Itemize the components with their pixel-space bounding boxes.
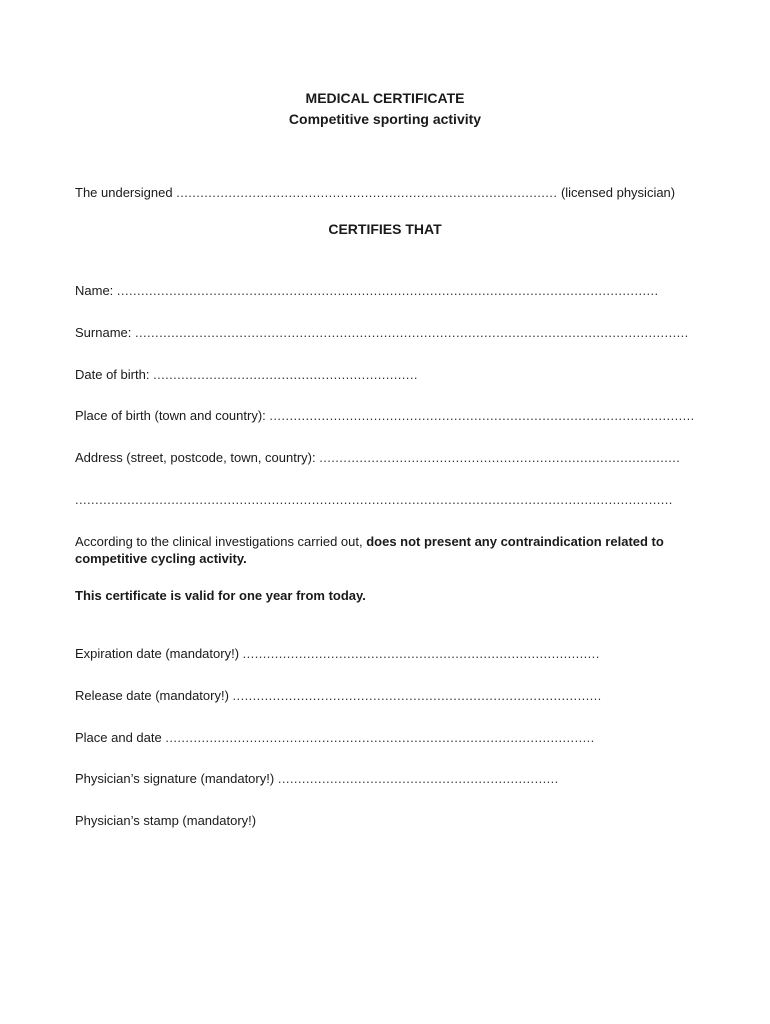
surname-label: Surname: [75, 325, 132, 340]
stamp-label: Physician’s stamp (mandatory!) [75, 813, 257, 828]
undersigned-label: The undersigned [75, 185, 173, 200]
name-line [75, 283, 659, 299]
document-title: MEDICAL CERTIFICATE [305, 90, 465, 106]
expiration-line [75, 646, 600, 662]
name-field[interactable]: ....................................................................................................................................... [116, 283, 659, 298]
dob-field[interactable]: .................................................................. [153, 367, 418, 382]
release-label: Release date (mandatory!) [75, 688, 229, 703]
expiration-field[interactable]: ......................................................................................... [242, 646, 600, 661]
dob-line [75, 367, 418, 383]
address-continuation-field[interactable]: ..................................................................................................................................................... [75, 492, 673, 507]
place-date-field[interactable]: ........................................................................................................... [165, 730, 595, 745]
place-date-line [75, 730, 595, 746]
place-of-birth-line [75, 408, 695, 424]
clinical-text: According to the clinical investigations carried out, [75, 534, 363, 549]
clinical-statement [75, 533, 697, 567]
document-subtitle: Competitive sporting activity [288, 111, 482, 127]
certifies-heading: CERTIFIES THAT [328, 221, 442, 237]
dob-label: Date of birth: [75, 367, 150, 382]
surname-line [75, 325, 689, 341]
name-label: Name: [75, 283, 114, 298]
signature-label: Physician’s signature (mandatory!) [75, 771, 275, 786]
validity-statement: This certificate is valid for one year from today. [75, 588, 366, 603]
address-label: Address (street, postcode, town, country): [75, 450, 316, 465]
signature-line [75, 771, 559, 787]
address-continuation-line [75, 492, 673, 508]
release-line [75, 688, 602, 704]
place-of-birth-label: Place of birth (town and country): [75, 408, 266, 423]
stamp-line [75, 813, 256, 829]
place-date-label: Place and date [75, 730, 162, 745]
clinical-bold-text: does not present any contraindication related to competitive cycling activity. [75, 534, 664, 566]
undersigned-suffix: (licensed physician) [560, 185, 676, 200]
expiration-label: Expiration date (mandatory!) [75, 646, 240, 661]
undersigned-field[interactable]: ............................................................................................... [176, 185, 558, 200]
release-field[interactable]: ............................................................................................ [232, 688, 602, 703]
surname-field[interactable]: .......................................................................................................................................... [135, 325, 689, 340]
address-field[interactable]: .......................................................................................... [319, 450, 681, 465]
place-of-birth-field[interactable]: .......................................................................................................... [269, 408, 695, 423]
address-line [75, 450, 680, 466]
undersigned-line [75, 185, 675, 201]
signature-field[interactable]: ...................................................................... [277, 771, 559, 786]
